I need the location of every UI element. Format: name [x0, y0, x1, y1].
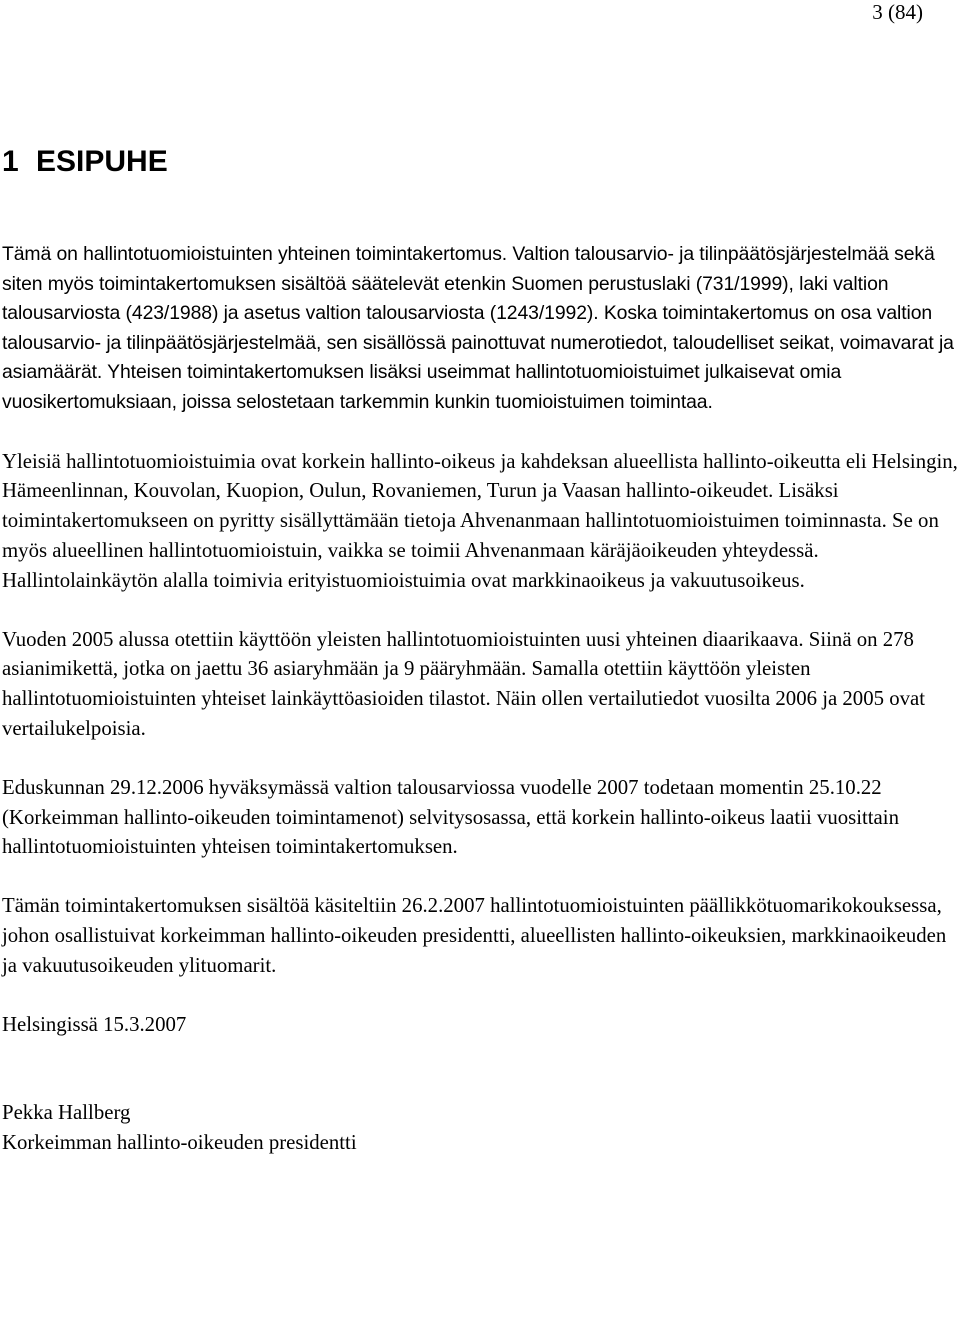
paragraph-courts: Yleisiä hallintotuomioistuimia ovat korkein hallinto-oikeus ja kahdeksan alueellista hallinto-oikeutta eli Helsingin, Hämeenlinnan, Kouvolan, Kuopion, Oulun, Rovaniemen, Turun ja Vaasan hallinto-oikeudet. Lisäksi toimintakertomukseen on pyritty sisällyttämään tietoja Ahvenanmaan hallintotuomioistuimen toiminnasta. Se on myös alueellinen hallintotuomioistuin, vaikka se toimii Ahvenanmaan käräjäoikeuden yhteydessä. Hallintolainkäytön alalla toimivia erityistuomioistuimia ovat markkinaoikeus ja vakuutusoikeus. [2, 449, 958, 592]
section-heading [2, 144, 168, 180]
paragraph-intro: Tämä on hallintotuomioistuinten yhteinen toimintakertomus. Valtion talousarvio- ja tilinpäätösjärjestelmää sekä siten myös toimintakertomuksen sisältöä säätelevät etenkin Suomen perustuslaki (731/1999), laki valtion talousarviosta (423/1988) ja asetus valtion talousarviosta (1243/1992). Koska toimintakertomus on osa valtion talousarvio- ja tilinpäätösjärjestelmää, sen sisällössä painottuvat numerotiedot, taloudelliset seikat, voimavarat ja asiamäärät. Yhteisen toimintakertomuksen lisäksi useimmat hallintotuomioistuimet julkaisevat omia vuosikertomuksiaan, joissa selostetaan tarkemmin kunkin tuomioistuimen toimintaa. [2, 243, 954, 413]
paragraph-register: Vuoden 2005 alussa otettiin käyttöön yleisten hallintotuomioistuinten uusi yhteinen diaarikaava. Siinä on 278 asianimikettä, jotka on jaettu 36 asiaryhmään ja 9 pääryhmään. Samalla otettiin käyttöön yleisten hallintotuomioistuinten yhteiset lainkäyttöasioiden tilastot. Näin ollen vertailutiedot vuosilta 2006 ja 2005 ovat vertailukelpoisia. [2, 627, 926, 740]
page-number: 3 (84) [872, 0, 923, 24]
place-date: Helsingissä 15.3.2007 [2, 1012, 187, 1036]
paragraph-meeting: Tämän toimintakertomuksen sisältöä käsiteltiin 26.2.2007 hallintotuomioistuinten päällikkötuomarikokouksessa, johon osallistuivat korkeimman hallinto-oikeuden presidentti, alueellisten hallinto-oikeuksien, markkinaoikeuden ja vakuutusoikeuden ylituomarit. [2, 894, 947, 977]
document-body [2, 240, 958, 1158]
section-number: 1 [2, 145, 19, 178]
signer-title: Korkeimman hallinto-oikeuden presidentti [2, 1131, 357, 1155]
paragraph-budget: Eduskunnan 29.12.2006 hyväksymässä valtion talousarviossa vuodelle 2007 todetaan momentin 25.10.22 (Korkeimman hallinto-oikeuden toimintamenot) selvitysosassa, että korkein hallinto-oikeus laatii vuosittain hallintotuomioistuinten yhteisen toimintakertomuksen. [2, 775, 899, 859]
signer-name: Pekka Hallberg [2, 1101, 131, 1125]
section-title: ESIPUHE [36, 145, 168, 178]
